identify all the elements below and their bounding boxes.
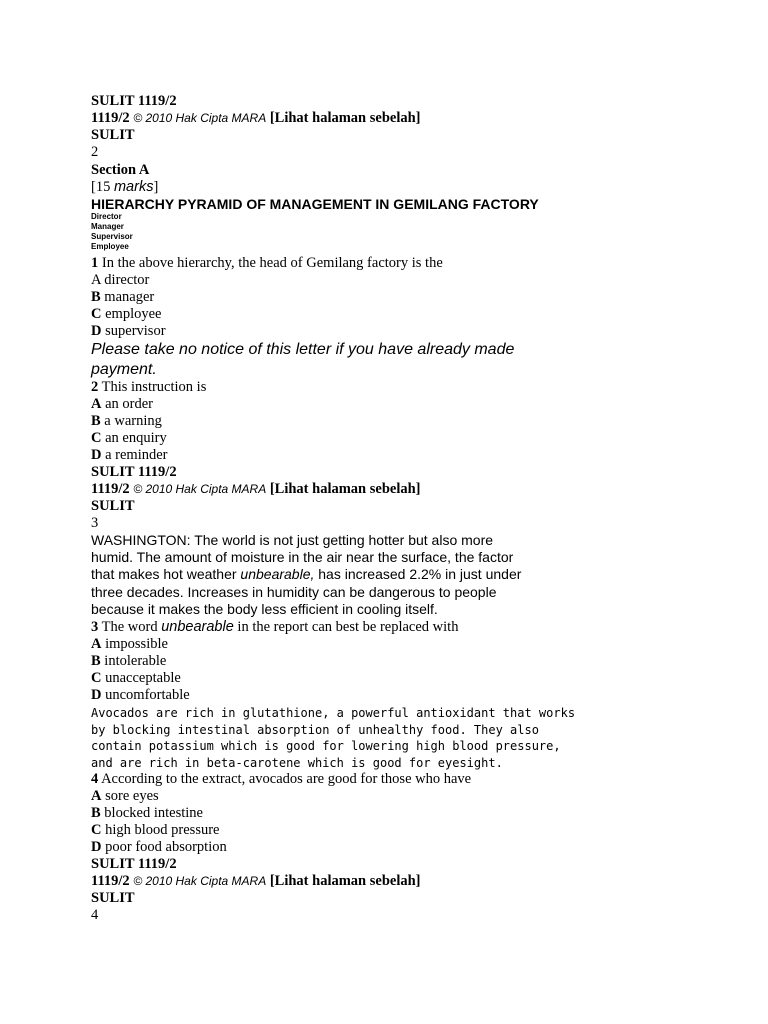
option-d: D poor food absorption bbox=[91, 839, 227, 855]
page-number: 3 bbox=[91, 515, 99, 531]
option-c: C an enquiry bbox=[91, 430, 167, 446]
option-a: A director bbox=[91, 272, 150, 288]
question-2-stem: 2 This instruction is bbox=[91, 379, 207, 395]
paper-code: 1119/2 bbox=[91, 110, 130, 126]
pyramid-level-manager: Manager bbox=[91, 222, 124, 231]
question-4-stem: 4 According to the extract, avocados are good for those who have bbox=[91, 771, 472, 787]
option-d: D supervisor bbox=[91, 323, 166, 339]
question-1-stem: 1 In the above hierarchy, the head of Gemilang factory is the bbox=[91, 255, 443, 271]
question-number: 1 bbox=[91, 255, 99, 271]
passage-line: that makes hot weather unbearable, has increased 2.2% in just under bbox=[91, 566, 522, 582]
paper-code: 1119/2 bbox=[91, 481, 130, 497]
pyramid-level-employee: Employee bbox=[91, 242, 129, 251]
option-c: C high blood pressure bbox=[91, 822, 220, 838]
passage-line: WASHINGTON: The world is not just getting hotter but also more bbox=[91, 532, 494, 548]
pyramid-title: HIERARCHY PYRAMID OF MANAGEMENT IN GEMILANG FACTORY bbox=[91, 196, 539, 212]
turn-page-note: [Lihat halaman sebelah] bbox=[269, 481, 421, 497]
sulit-label: SULIT bbox=[91, 890, 135, 906]
option-b: B intolerable bbox=[91, 653, 167, 669]
question-3-stem: 3 The word unbearable in the report can best be replaced with bbox=[91, 619, 459, 635]
option-d: D a reminder bbox=[91, 447, 168, 463]
option-a: A sore eyes bbox=[91, 788, 159, 804]
passage-line: Avocados are rich in glutathione, a powerful antioxidant that works bbox=[91, 706, 576, 720]
copyright-text: © 2010 Hak Cipta MARA bbox=[133, 111, 267, 125]
pyramid-level-supervisor: Supervisor bbox=[91, 232, 133, 241]
passage-line: and are rich in beta-carotene which is good for eyesight. bbox=[91, 756, 503, 770]
keyword-unbearable: unbearable bbox=[161, 619, 234, 635]
sulit-code-header: SULIT 1119/2 bbox=[91, 93, 177, 109]
keyword-unbearable: unbearable, bbox=[240, 566, 315, 582]
passage-line: contain potassium which is good for lowering high blood pressure, bbox=[91, 739, 561, 753]
option-b: B a warning bbox=[91, 413, 162, 429]
passage-line: because it makes the body less efficient in cooling itself. bbox=[91, 601, 438, 617]
option-d: D uncomfortable bbox=[91, 687, 190, 703]
section-title: Section A bbox=[91, 162, 150, 178]
notice-line-1: Please take no notice of this letter if you have already made bbox=[91, 341, 515, 358]
passage-line: by blocking intestinal absorption of unhealthy food. They also bbox=[91, 723, 539, 737]
notice-line-2: payment. bbox=[91, 361, 157, 378]
sulit-label: SULIT bbox=[91, 127, 135, 143]
option-c: C unacceptable bbox=[91, 670, 181, 686]
question-number: 3 bbox=[91, 619, 99, 635]
copyright-text: © 2010 Hak Cipta MARA bbox=[133, 482, 267, 496]
option-c: C employee bbox=[91, 306, 162, 322]
copyright-line bbox=[91, 481, 421, 498]
page-number: 4 bbox=[91, 907, 99, 923]
sulit-code-header: SULIT 1119/2 bbox=[91, 464, 177, 480]
option-a: A impossible bbox=[91, 636, 168, 652]
question-number: 4 bbox=[91, 771, 99, 787]
option-a: A an order bbox=[91, 396, 154, 412]
option-b: B blocked intestine bbox=[91, 805, 203, 821]
passage-line: three decades. Increases in humidity can be dangerous to people bbox=[91, 584, 497, 600]
copyright-line bbox=[91, 873, 421, 890]
turn-page-note: [Lihat halaman sebelah] bbox=[269, 110, 421, 126]
passage-line: humid. The amount of moisture in the air near the surface, the factor bbox=[91, 549, 514, 565]
section-marks: [15 marks] bbox=[91, 179, 159, 195]
pyramid-level-director: Director bbox=[91, 212, 122, 221]
page-number: 2 bbox=[91, 144, 99, 160]
option-b: B manager bbox=[91, 289, 155, 305]
copyright-text: © 2010 Hak Cipta MARA bbox=[133, 874, 267, 888]
turn-page-note: [Lihat halaman sebelah] bbox=[269, 873, 421, 889]
paper-code: 1119/2 bbox=[91, 873, 130, 889]
marks-word: marks bbox=[113, 179, 154, 195]
question-number: 2 bbox=[91, 379, 99, 395]
copyright-line bbox=[91, 110, 421, 127]
sulit-code-header: SULIT 1119/2 bbox=[91, 856, 177, 872]
sulit-label: SULIT bbox=[91, 498, 135, 514]
